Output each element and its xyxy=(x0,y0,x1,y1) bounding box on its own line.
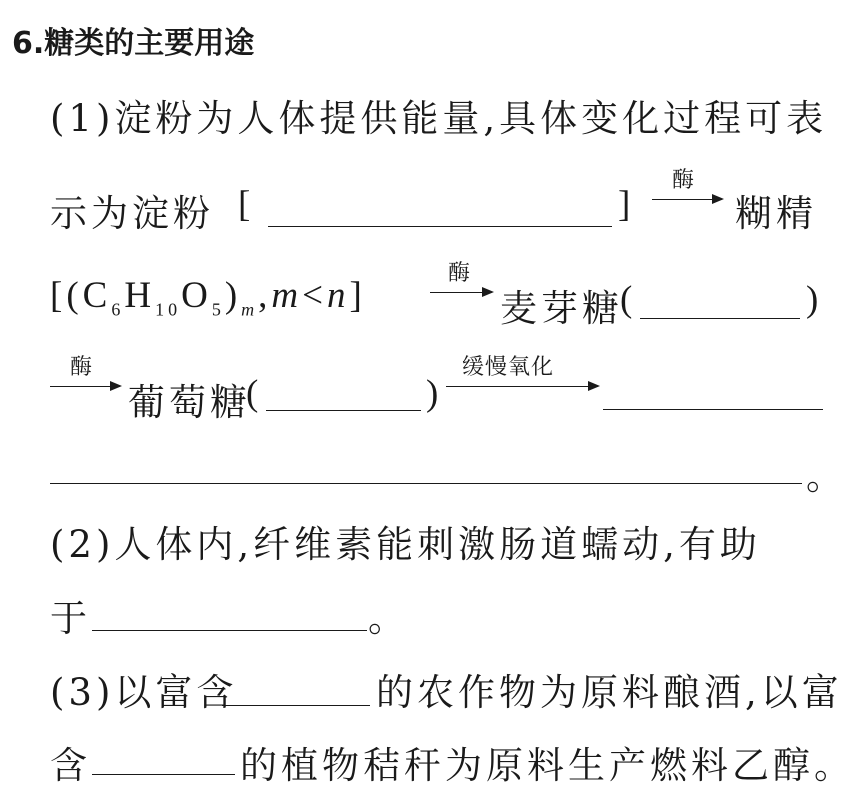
formula-o: O xyxy=(181,275,212,316)
formula-o-sub: 5 xyxy=(211,299,225,320)
q3-blank-1[interactable] xyxy=(222,705,370,706)
q1-line1: (1)淀粉为人体提供能量,具体变化过程可表 xyxy=(50,97,828,140)
q1-paren-open-1: ( xyxy=(620,279,637,320)
q1-blank-oxidation-line1[interactable] xyxy=(603,409,823,410)
formula-h-sub: 10 xyxy=(155,299,182,320)
formula-c-sub: 6 xyxy=(111,299,125,320)
formula-lt: < xyxy=(302,275,327,316)
q3-line2-prefix: 含 xyxy=(50,744,91,787)
q1-blank-starch-formula[interactable] xyxy=(268,226,612,227)
q1-paren-close-2: ) xyxy=(426,373,443,414)
formula-open: [( xyxy=(50,275,83,316)
q1-maiyatang: 麦芽糖 xyxy=(500,287,623,330)
q1-arrow-3 xyxy=(50,386,120,387)
q3-line1-suffix: 的农作物为原料酿酒,以富 xyxy=(376,671,843,714)
q1-arrow-1 xyxy=(652,199,722,200)
q2-line2-prefix: 于 xyxy=(50,597,91,640)
q1-period: 。 xyxy=(806,455,847,498)
dextrin-formula xyxy=(50,274,366,320)
q1-line2-prefix: 示为淀粉 xyxy=(50,192,214,235)
q1-bracket-close: ] xyxy=(618,184,635,225)
q1-hujing: 糊精 xyxy=(735,192,817,235)
q1-arrow-4 xyxy=(446,386,598,387)
q1-bracket-open: [ xyxy=(238,184,255,225)
q1-paren-open-2: ( xyxy=(246,373,263,414)
formula-close: ) xyxy=(224,275,242,316)
q1-slow-oxidation-label: 缓慢氧化 xyxy=(462,355,555,380)
formula-c: C xyxy=(82,275,112,316)
q3-line2-suffix: 的植物秸秆为原料生产燃料乙醇。 xyxy=(240,744,855,787)
q2-blank[interactable] xyxy=(92,630,367,631)
q1-blank-oxidation-line2[interactable] xyxy=(50,483,802,484)
section-title: 6.糖类的主要用途 xyxy=(12,26,255,61)
formula-comma: , xyxy=(258,275,272,316)
q1-enzyme-label-1: 酶 xyxy=(672,168,696,193)
q2-period: 。 xyxy=(368,597,409,640)
q3-blank-2[interactable] xyxy=(92,774,235,775)
q1-blank-maltose-formula[interactable] xyxy=(640,318,800,319)
formula-m: m xyxy=(271,275,303,316)
q1-blank-glucose-formula[interactable] xyxy=(266,410,421,411)
q1-putaotang: 葡萄糖 xyxy=(128,381,251,424)
q3-line1-prefix: (3)以富含 xyxy=(50,671,238,714)
q1-arrow-2 xyxy=(430,292,492,293)
formula-n: n xyxy=(327,275,350,316)
q1-enzyme-label-3: 酶 xyxy=(70,355,94,380)
formula-h: H xyxy=(124,275,156,316)
formula-end: ] xyxy=(349,275,366,316)
q1-paren-close-1: ) xyxy=(806,279,823,320)
q2-line1: (2)人体内,纤维素能刺激肠道蠕动,有助 xyxy=(50,523,761,566)
q1-enzyme-label-2: 酶 xyxy=(448,261,472,286)
formula-m-sub: m xyxy=(241,299,259,320)
